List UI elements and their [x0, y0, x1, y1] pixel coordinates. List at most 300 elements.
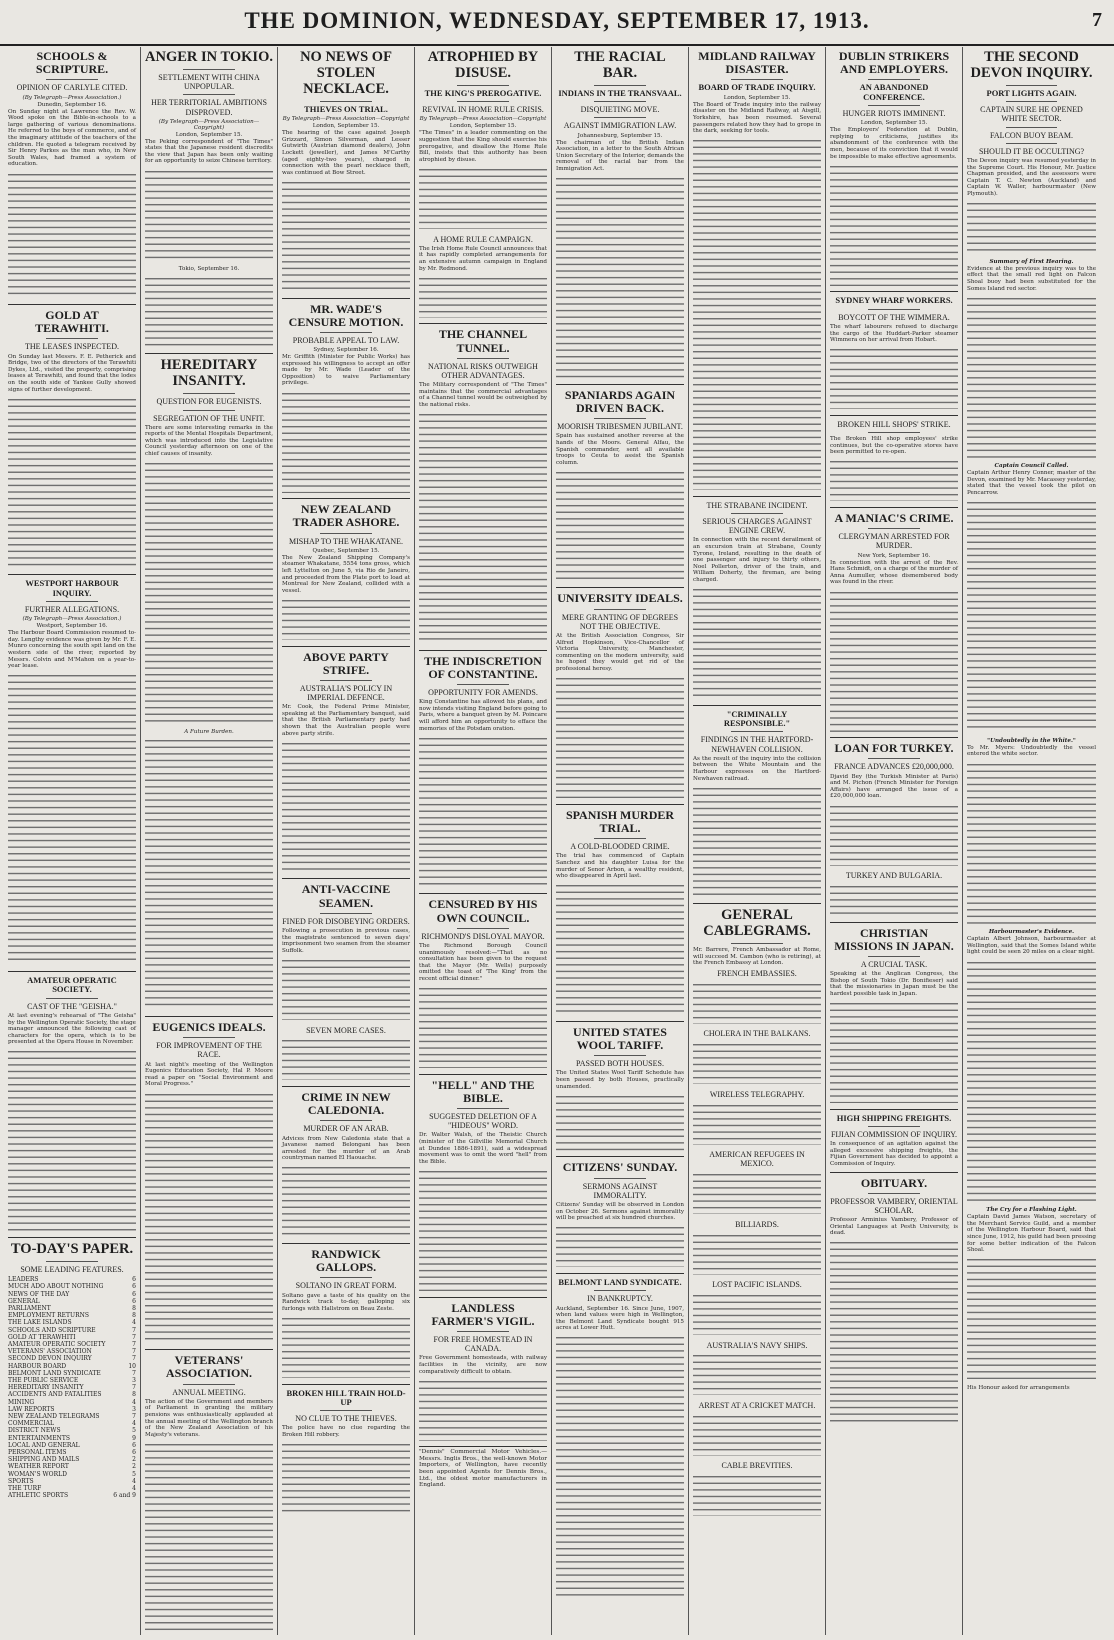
text-filler — [967, 298, 1096, 458]
article-text: As the result of the inquiry into the collision between the White Mountain and the Harbour expresses on the Hartford-Newhaven railroad. — [693, 755, 821, 782]
page-number: 7 — [1092, 9, 1102, 31]
column-1 — [4, 47, 141, 1635]
text-filler — [282, 743, 410, 873]
headline: CHRISTIAN MISSIONS IN JAPAN. — [834, 925, 954, 953]
contents-item: WEATHER REPORT — [8, 1463, 69, 1471]
article-maniacs-crime — [830, 512, 958, 732]
article-text: In connection with the arrest of the Rev. Hans Schmidt, on a charge of the murder of Anna Aumuller, whose dismembered body was found in the river. — [830, 559, 958, 586]
headline: BELMONT LAND SYNDICATE. — [558, 1276, 682, 1287]
cable-item-heading: WIRELESS TELEGRAPHY. — [709, 1089, 805, 1099]
contents-item: HARBOUR BOARD — [8, 1362, 67, 1370]
article-hereditary-insanity — [145, 358, 273, 1010]
subheadline: SETTLEMENT WITH CHINA UNPOPULAR. — [158, 72, 260, 92]
article-text: Spain has sustained another reverse at the hands of the Moors. General Alfau, the Spanish commander, sent all available troops to Ceuta to assist the Spanish column. — [556, 433, 684, 466]
article-text: The chairman of the British Indian Association, in a letter to the South African Union Secretary of the Interior, demands the removal of the racial bar from the Immigration Act. — [556, 139, 684, 172]
contents-row — [8, 1377, 136, 1384]
contents-page: 7 — [132, 1369, 136, 1377]
text-filler — [282, 600, 410, 640]
contents-row — [8, 1456, 136, 1463]
contents-item: SHIPPING AND MAILS — [8, 1456, 80, 1464]
article-broken-hill-holdup — [282, 1389, 410, 1515]
contents-row — [8, 1305, 136, 1312]
subheadline: SOME LEADING FEATURES. — [20, 1265, 124, 1274]
text-filler — [830, 806, 958, 866]
text-filler — [830, 349, 958, 409]
article-text: Mr. Cook, the Federal Prime Minister, speaking at the Parliamentary banquet, said that the British Parliamentary party had shown that the Australian people were above party strife. — [282, 704, 410, 737]
section-subhead: "Undoubtedly in the White." — [987, 737, 1076, 744]
text-filler — [693, 984, 821, 1024]
subheadline: AN ABANDONED CONFERENCE. — [859, 82, 929, 102]
text-filler — [8, 1051, 136, 1231]
masthead — [0, 0, 1114, 46]
contents-item: SPORTS — [8, 1477, 34, 1485]
headline: "CRIMINALLY RESPONSIBLE." — [723, 708, 791, 729]
text-filler — [282, 960, 410, 1020]
subheadline: CLERGYMAN ARRESTED FOR MURDER. — [838, 532, 950, 551]
contents-page: 7 — [132, 1355, 136, 1363]
contents-page: 7 — [132, 1384, 136, 1392]
text-filler — [967, 962, 1096, 1202]
contents-item: LOCAL AND GENERAL — [8, 1441, 80, 1449]
contents-page: 7 — [132, 1341, 136, 1349]
article-text: Dr. Walter Walsh, of the Theistic Church (minister of the Gillvillie Memorial Church at Dundee 1886-1891), said a widespread movement was to omit the word "hell" from the Bible. — [419, 1132, 547, 1165]
article-text: The action of the Government and members of Parliament in granting the military pensions was enthusiastically applauded at the annual meeting of the Wellington branch of the New Zealand Association of his Majesty's veterans. — [145, 1398, 273, 1438]
contents-row — [8, 1427, 136, 1434]
text-filler — [967, 1259, 1096, 1379]
contents-page: 7 — [132, 1348, 136, 1356]
text-filler — [693, 1476, 821, 1516]
article-wool-tariff — [556, 1026, 684, 1151]
columns — [4, 47, 1110, 1635]
text-filler — [419, 414, 547, 644]
headline: THE INDISCRETION OF CONSTANTINE. — [424, 653, 542, 681]
article-strabane-incident — [693, 501, 821, 699]
article-text: King Constantine has allowed his plans, and now intends visiting England before going to Paris, where a banquet given by M. Poincare will afford him an opportunity to efface the memories of the Potsdam oration. — [419, 699, 547, 732]
article-channel-tunnel — [419, 328, 547, 644]
text-filler — [556, 1227, 684, 1267]
contents-row — [8, 1370, 136, 1377]
cable-item-heading: LOST PACIFIC ISLANDS. — [712, 1280, 802, 1290]
byline: (By Telegraph—Press Association.) — [22, 616, 122, 623]
masthead-title: THE DOMINION, WEDNESDAY, SEPTEMBER 17, 1913. — [244, 8, 870, 33]
subheadline: PASSED BOTH HOUSES. — [576, 1059, 664, 1069]
contents-page: 8 — [132, 1305, 136, 1312]
headline: UNIVERSITY IDEALS. — [557, 591, 683, 606]
contents-row — [8, 1334, 136, 1341]
article-criminally-responsible — [693, 710, 821, 898]
article-text: Free Government homesteads, with railway facilities in the vicinity, are now comparatively difficult to obtain. — [419, 1355, 547, 1375]
article-text: The police have no clue regarding the Broken Hill robbery. — [282, 1425, 410, 1439]
text-filler — [693, 1355, 821, 1395]
article-text: Mr. Barrere, French Ambassador at Rome, will succeed M. Cambon (who is retiring), at the French Embassy at London. — [693, 947, 821, 967]
article-anger-tokio — [145, 50, 273, 348]
contents-item: ENTERTAINMENTS — [8, 1434, 70, 1442]
subheadline: A CRUCIAL TASK. — [860, 959, 928, 969]
subheadline: PROBABLE APPEAL TO LAW. — [292, 335, 400, 345]
article-sydney-wharf — [830, 296, 958, 409]
contents-item: PERSONAL ITEMS — [8, 1449, 67, 1457]
contents-item: SCHOOLS AND SCRIPTURE — [8, 1326, 96, 1334]
text-filler — [830, 886, 958, 916]
headline: NO NEWS OF STOLEN NECKLACE. — [300, 49, 392, 97]
article-spaniards-driven-back — [556, 389, 684, 582]
dateline: Sydney, September 16. — [313, 347, 379, 354]
subheadline: MERE GRANTING OF DEGREES NOT THE OBJECTIVE. — [561, 612, 679, 631]
article-text: Following a prosecution in previous cases, the magistrate sentenced to seven days' imprisonment two seamen from the steamer Suffolk. — [282, 928, 410, 954]
subheadline: CAST OF THE "GEISHA." — [27, 1001, 117, 1011]
article-obituary — [830, 1177, 958, 1423]
subheadline: FALCON BUOY BEAM. — [990, 130, 1073, 140]
article-text: To Mr. Myers: Undoubtedly the vessel entered the white sector. — [967, 744, 1096, 758]
text-filler — [830, 592, 958, 732]
article-veterans-association — [145, 1354, 273, 1635]
article-censured-by-council — [419, 898, 547, 1068]
article-text: The Employers' Federation at Dublin, replying to criticisms, justifies its abandonment of the conference with the men, because of its conviction that it would be impossible to make effective agreements. — [830, 127, 958, 160]
text-filler — [967, 502, 1096, 732]
text-filler — [282, 1040, 410, 1080]
text-filler — [693, 1295, 821, 1335]
article-gold-terawhiti — [8, 309, 136, 569]
article-text: At last evening's rehearsal of "The Geisha" by the Wellington Operatic Society, the stage manager announced the following cast of characters for the opera, which is to be presented at the Opera House in November. — [8, 1012, 136, 1046]
article-text: The Peking correspondent of "The Times" states that the Japanese resident discredits the view that Japan has been only waiting for an opportunity to seize Chinese territory. — [145, 138, 273, 165]
contents-item: PARLIAMENT — [8, 1305, 51, 1312]
subheadline: THE LEASES INSPECTED. — [25, 342, 119, 352]
contents-page: 6 — [132, 1290, 136, 1298]
article-text: The Devon inquiry was resumed yesterday in the Supreme Court. His Honour, Mr. Justice Chapman presided, and the assessors were Captain T. C. Newton (Auckland) and Captain W. Waller, harbourmaster (New Plymouth). — [967, 157, 1096, 197]
contents-row — [8, 1348, 136, 1355]
text-filler — [693, 140, 821, 490]
text-filler — [693, 788, 821, 898]
contents-row — [8, 1478, 136, 1485]
text-filler — [556, 1337, 684, 1597]
text-filler — [8, 675, 136, 965]
section-subhead: The Cry for a Flashing Light. — [986, 1207, 1077, 1214]
contents-item: THE TURF — [8, 1485, 42, 1493]
headline: LOAN FOR TURKEY. — [834, 741, 954, 756]
contents-page: 9 — [132, 1434, 136, 1442]
contents-page: 2 — [132, 1463, 136, 1471]
column-6 — [689, 47, 826, 1635]
article-crime-new-caledonia — [282, 1091, 410, 1238]
dateline: Tokio, September 16. — [178, 266, 240, 273]
subheadline: SOLTANO IN GREAT FORM. — [295, 1281, 397, 1291]
article-text: In connection with the recent derailment of an excursion train at Strabane, County Tyrone, Ireland, resulting in the death of one passenger and injury to thirty others, Noel Pollerton, driver of the train, and William Doherty, the fireman, are being charged. — [693, 537, 821, 583]
article-racial-bar — [556, 50, 684, 378]
contents-row — [8, 1406, 136, 1413]
headline: AMATEUR OPERATIC SOCIETY. — [27, 975, 117, 995]
contents-item: ACCIDENTS AND FATALITIES — [8, 1391, 102, 1399]
article-text: The Richmond Borough Council unanimously resolved:—"That as no consultation has been given to the request that the Mayor (Mr. Wells) purposely omitted the toast of 'The King' from the recent official dinner." — [419, 942, 547, 982]
subheadline: AGAINST IMMIGRATION LAW. — [563, 121, 677, 131]
article-belmont-syndicate — [556, 1278, 684, 1598]
dateline: London, September 15. — [175, 131, 243, 138]
contents-row — [8, 1283, 136, 1290]
cable-item-heading: FRENCH EMBASSIES. — [717, 969, 797, 979]
contents-page: 6 — [132, 1441, 136, 1449]
contents-page: 6 — [132, 1297, 136, 1305]
article-text: On Sunday last Messrs. F. E. Petherick and Bridge, two of the directors of the Terawhiti Dykes, Ltd., visited the property, comprising leases at Terawhiti, and found that the lodes on the south side of Yankee Gully showed signs of further development. — [8, 353, 136, 393]
contents-row — [8, 1492, 136, 1499]
text-filler — [145, 740, 273, 1010]
text-filler — [556, 678, 684, 798]
article-text: Citizens' Sunday will be observed in London on October 26. Sermons against immorality will be preached at six hundred churches. — [556, 1202, 684, 1222]
text-filler — [419, 169, 547, 229]
contents-item: THE PUBLIC SERVICE — [8, 1377, 79, 1385]
dateline: London, September 15. — [860, 120, 928, 127]
todays-paper — [8, 1242, 136, 1499]
headline: THE STRABANE INCIDENT. — [706, 500, 808, 510]
subheadline: REVIVAL IN HOME RULE CRISIS. — [422, 105, 544, 115]
article-operatic-society — [8, 976, 136, 1231]
cable-item-heading: CHOLERA IN THE BALKANS. — [703, 1029, 811, 1039]
subheadline: FINED FOR DISOBEYING ORDERS. — [282, 916, 410, 926]
headline: TO-DAY'S PAPER. — [10, 1241, 134, 1258]
article-westport-inquiry — [8, 579, 136, 965]
text-filler — [282, 1444, 410, 1514]
text-filler — [282, 1318, 410, 1378]
subheadline: PROFESSOR VAMBERY, ORIENTAL SCHOLAR. — [830, 1196, 958, 1215]
contents-item: MINING — [8, 1398, 35, 1406]
column-7 — [826, 47, 963, 1635]
text-filler — [556, 885, 684, 1015]
dateline: New York, September 16. — [857, 552, 931, 559]
article-stolen-necklace — [282, 50, 410, 292]
contents-page: 7 — [132, 1413, 136, 1421]
subheadline: INDIANS IN THE TRANSVAAL. — [558, 87, 682, 98]
headline: WESTPORT HARBOUR INQUIRY. — [25, 578, 119, 598]
headline: MR. WADE'S CENSURE MOTION. — [288, 301, 404, 329]
headline: CRIME IN NEW CALEDONIA. — [301, 1089, 391, 1118]
cable-item-heading: AMERICAN REFUGEES IN MEXICO. — [709, 1150, 805, 1169]
contents-page: 6 — [132, 1449, 136, 1457]
cable-item-heading: ARREST AT A CRICKET MATCH. — [698, 1400, 816, 1410]
article-text: Professor Arminius Vambery, Professor of Oriental Languages at Pesth University, is dead. — [830, 1217, 958, 1237]
contents-item: LAW REPORTS — [8, 1405, 55, 1413]
subheadline: HER TERRITORIAL AMBITIONS DISPROVED. — [151, 98, 267, 117]
headline: A MANIAC'S CRIME. — [834, 511, 954, 526]
contents-page: 6 — [132, 1276, 136, 1284]
column-4 — [415, 47, 552, 1635]
subheadline: FINDINGS IN THE HARTFORD-NEWHAVEN COLLISION. — [700, 735, 814, 754]
cable-item-heading: CABLE BREVITIES. — [721, 1461, 793, 1471]
contents-item: NEW ZEALAND TELEGRAMS — [8, 1413, 100, 1421]
article-dublin-strikers — [830, 50, 958, 286]
headline: UNITED STATES WOOL TARIFF. — [573, 1024, 667, 1053]
article-text: Djavid Bey (the Turkish Minister at Paris) and M. Pichon (French Minister for Foreign Affairs) have arranged the issue of a £20,000,000 loan. — [830, 773, 958, 800]
headline: HIGH SHIPPING FREIGHTS. — [836, 1112, 952, 1123]
text-filler — [556, 178, 684, 378]
article-landless-farmer — [419, 1302, 547, 1441]
article-christian-missions — [830, 927, 958, 1104]
article-text: There are some interesting remarks in the reports of the Mental Hospitals Department, which was introduced into the Legislative Council yesterday afternoon on one of the chief causes of insanity. — [145, 424, 273, 458]
contents-page: 4 — [132, 1319, 136, 1327]
contents-list — [8, 1276, 136, 1499]
headline: THE CHANNEL TUNNEL. — [438, 327, 528, 355]
contents-item: SECOND DEVON INQUIRY — [8, 1355, 92, 1363]
contents-row — [8, 1435, 136, 1442]
column-2 — [141, 47, 278, 1635]
article-text: His Honour asked for arrangements — [967, 1384, 1070, 1391]
text-filler — [556, 1096, 684, 1151]
contents-page: 4 — [132, 1398, 136, 1406]
contents-page: 3 — [132, 1405, 136, 1413]
dateline: Johannesburg, September 15. — [577, 132, 663, 139]
contents-row — [8, 1327, 136, 1334]
article-text: The Board of Trade inquiry into the railway disaster on the Midland Railway, at Aisgill, Yorkshire, has been resumed. Several passengers related how they had to grope in the dark, seeking for tools. — [693, 101, 821, 135]
article-text: The trial has commenced of Captain Sanchez and his daughter Luisa for the murder of Senor Arbon, a wealthy resident, who disappeared in April last. — [556, 853, 684, 880]
text-filler — [830, 1242, 958, 1422]
subheadline: SHOULD IT BE OCCULTING? — [978, 146, 1085, 156]
headline: GENERAL CABLEGRAMS. — [703, 907, 811, 940]
text-filler — [145, 171, 273, 261]
contents-page: 5 — [132, 1427, 136, 1435]
article-text: The Military correspondent of "The Times" maintains that the commercial advantages of a Channel tunnel would be outweighed by the national risks. — [419, 382, 547, 408]
subheadline: OPINION OF CARLYLE CITED. — [16, 83, 128, 93]
article-text: The wharf labourers refused to discharge the cargo of the Huddart-Parker steamer Wimmera on her arrival from Hobart. — [830, 323, 958, 344]
article-hell-and-bible — [419, 1079, 547, 1291]
text-filler — [830, 461, 958, 501]
article-above-party-strife — [282, 651, 410, 873]
contents-page: 10 — [128, 1362, 136, 1370]
subheadline: TURKEY AND BULGARIA. — [845, 871, 943, 881]
subheadline: RICHMOND'S DISLOYAL MAYOR. — [421, 931, 545, 941]
subheadline: A COLD-BLOODED CRIME. — [570, 842, 670, 852]
subheadline: FOR IMPROVEMENT OF THE RACE. — [156, 1041, 262, 1060]
contents-item: NEWS OF THE DAY — [8, 1290, 70, 1298]
subheadline: SERIOUS CHARGES AGAINST ENGINE CREW. — [702, 517, 812, 536]
headline: SPANISH MURDER TRIAL. — [565, 807, 675, 835]
contents-page: 5 — [132, 1470, 136, 1478]
subheadline: FIJIAN COMMISSION OF INQUIRY. — [830, 1129, 958, 1139]
contents-page: 2 — [132, 1456, 136, 1464]
byline: (By Telegraph—Press Association.) — [22, 94, 122, 101]
subheadline: SEGREGATION OF THE UNFIT. — [153, 413, 265, 423]
article-general-cablegrams — [693, 908, 821, 1516]
headline: ANGER IN TOKIO. — [145, 49, 273, 65]
article-shipping-freights — [830, 1114, 958, 1168]
byline: By Telegraph—Press Association—Copyright — [419, 116, 547, 123]
subheadline: ANNUAL MEETING. — [172, 1387, 246, 1397]
text-filler — [282, 393, 410, 493]
contents-row — [8, 1391, 136, 1398]
article-text: At the British Association Congress, Sir Alfred Hopkinson, Vice-Chancellor of Victoria University, Manchester, commenting on the modern university, said he hoped they would get rid of the professional heresy. — [556, 633, 684, 672]
headline: "HELL" AND THE BIBLE. — [431, 1077, 535, 1105]
headline: BROKEN HILL SHOPS' STRIKE. — [837, 419, 951, 429]
byline: (By Telegraph—Press Association—Copyright) — [158, 118, 260, 131]
contents-row — [8, 1312, 136, 1319]
subheadline: NATIONAL RISKS OUTWEIGH OTHER ADVANTAGES. — [428, 361, 538, 380]
article-citizens-sunday — [556, 1161, 684, 1267]
contents-row — [8, 1420, 136, 1427]
byline: By Telegraph—Press Association—Copyright — [282, 116, 410, 123]
contents-row — [8, 1442, 136, 1449]
article-university-ideals — [556, 592, 684, 798]
contents-item: ATHLETIC SPORTS — [8, 1492, 69, 1500]
contents-item: MUCH ADO ABOUT NOTHING — [8, 1283, 104, 1291]
article-text: The Harbour Board Commission resumed to-day. Lengthy evidence was given by Mr. F. E. Munro concerning the south spit land on the western side of the river, reported by Messrs. Colvin and M'Mahon on a year-to-year lease. — [8, 630, 136, 670]
contents-row — [8, 1341, 136, 1348]
article-text: The United States Wool Tariff Schedule has been passed by both Houses, practically unamended. — [556, 1070, 684, 1090]
cable-items — [693, 969, 821, 1516]
text-filler — [145, 463, 273, 723]
subheadline: CAPTAIN SURE HE OPENED WHITE SECTOR. — [980, 105, 1083, 124]
contents-item: BELMONT LAND SYNDICATE — [8, 1369, 101, 1377]
text-filler — [693, 1044, 821, 1084]
subheadline: QUESTION FOR EUGENISTS. — [156, 397, 262, 407]
text-filler — [419, 1171, 547, 1291]
section-subhead: A Future Burden. — [184, 728, 234, 735]
contents-row — [8, 1471, 136, 1478]
cable-item-heading: AUSTRALIA'S NAVY SHIPS. — [706, 1340, 808, 1350]
contents-item: VETERANS' ASSOCIATION — [8, 1348, 92, 1356]
text-filler — [967, 764, 1096, 924]
section-subhead: Harbourmaster's Evidence. — [988, 929, 1075, 936]
contents-row — [8, 1399, 136, 1406]
contents-page: 7 — [132, 1326, 136, 1334]
dateline: London, September 15. — [723, 94, 791, 101]
article-eugenics-ideals — [145, 1021, 273, 1344]
text-filler — [145, 1094, 273, 1344]
contents-page: 3 — [132, 1377, 136, 1385]
article-loan-for-turkey — [830, 742, 958, 916]
headline: GOLD AT TERAWHITI. — [35, 308, 109, 336]
article-text: On Sunday night at Lawrence the Rev. W. Wood spoke on the Bible-in-schools to a large gathering of various denominations. He referred to the boys of commerce, and of the imaginary attitude of the teachers of the children. He quoted a telegram received by Sir Henry Parkes as the man who, in New South Wales, had framed a system of education. — [8, 108, 136, 168]
text-filler — [145, 278, 273, 348]
text-filler — [8, 399, 136, 569]
headline: OBITUARY. — [860, 1175, 928, 1190]
article-text: In consequence of an agitation against the alleged excessive shipping freights, the Fijian Government has decided to appoint a Commission of Inquiry. — [830, 1141, 958, 1167]
article-text: Evidence at the previous inquiry was to the effect that the small red light on Falcon Shoal buoy had been substituted for the Somes Island red sector. — [967, 265, 1096, 292]
text-filler — [693, 1416, 821, 1456]
subheadline: SEVEN MORE CASES. — [306, 1025, 386, 1035]
headline: ANTI-VACCINE SEAMEN. — [301, 882, 391, 910]
headline: SCHOOLS & SCRIPTURE. — [35, 49, 109, 77]
headline: NEW ZEALAND TRADER ASHORE. — [292, 502, 400, 530]
text-filler — [830, 1003, 958, 1103]
text-filler — [8, 174, 136, 299]
contents-item: WOMAN'S WORLD — [8, 1470, 67, 1478]
headline: SPANIARDS AGAIN DRIVEN BACK. — [564, 387, 676, 415]
headline: DUBLIN STRIKERS AND EMPLOYERS. — [838, 49, 950, 77]
contents-item: THE LAKE ISLANDS — [8, 1319, 72, 1327]
text-filler — [282, 182, 410, 292]
contents-item: DISTRICT NEWS — [8, 1427, 61, 1435]
contents-page: 8 — [132, 1391, 136, 1399]
text-filler — [556, 472, 684, 582]
contents-row — [8, 1291, 136, 1298]
dateline: Quebec, September 15. — [312, 547, 380, 554]
subheadline: AUSTRALIA'S POLICY IN IMPERIAL DEFENCE. — [299, 683, 393, 703]
contents-item: GENERAL — [8, 1297, 40, 1305]
article-second-devon-inquiry — [967, 50, 1096, 1392]
article-text: At last night's meeting of the Wellington Eugenics Education Society, Hal P. Moore read a paper on "Social Environment and Moral Progress." — [145, 1061, 273, 1088]
column-5 — [552, 47, 689, 1635]
headline: HEREDITARY INSANITY. — [160, 357, 258, 390]
article-anti-vaccine-seamen — [282, 883, 410, 1080]
article-text: The New Zealand Shipping Company's steamer Whakatane, 5554 tons gross, which left Lyttelton on June 5, via Rio de Janeiro, and proceeded from the Plate port to load at Montreal for New Zealand, collided with a vessel. — [282, 554, 410, 594]
dateline: London, September 15. — [312, 123, 380, 130]
subheadline: OPPORTUNITY FOR AMENDS. — [428, 688, 538, 697]
article-text: Advices from New Caledonia state that a Javanese named Belongani has been arrested for the murder of an Arab countryman named El Haouache. — [282, 1135, 410, 1162]
headline: THE RACIAL BAR. — [574, 49, 666, 81]
text-filler — [419, 738, 547, 888]
subheadline: IN BANKRUPTCY. — [587, 1294, 653, 1304]
article-randwick-gallops — [282, 1248, 410, 1378]
subheadline: BOYCOTT OF THE WIMMERA. — [838, 312, 950, 322]
subheadline: PORT LIGHTS AGAIN. — [986, 87, 1077, 98]
contents-item: AMATEUR OPERATIC SOCIETY — [8, 1341, 106, 1349]
contents-page: 6 — [132, 1283, 136, 1291]
